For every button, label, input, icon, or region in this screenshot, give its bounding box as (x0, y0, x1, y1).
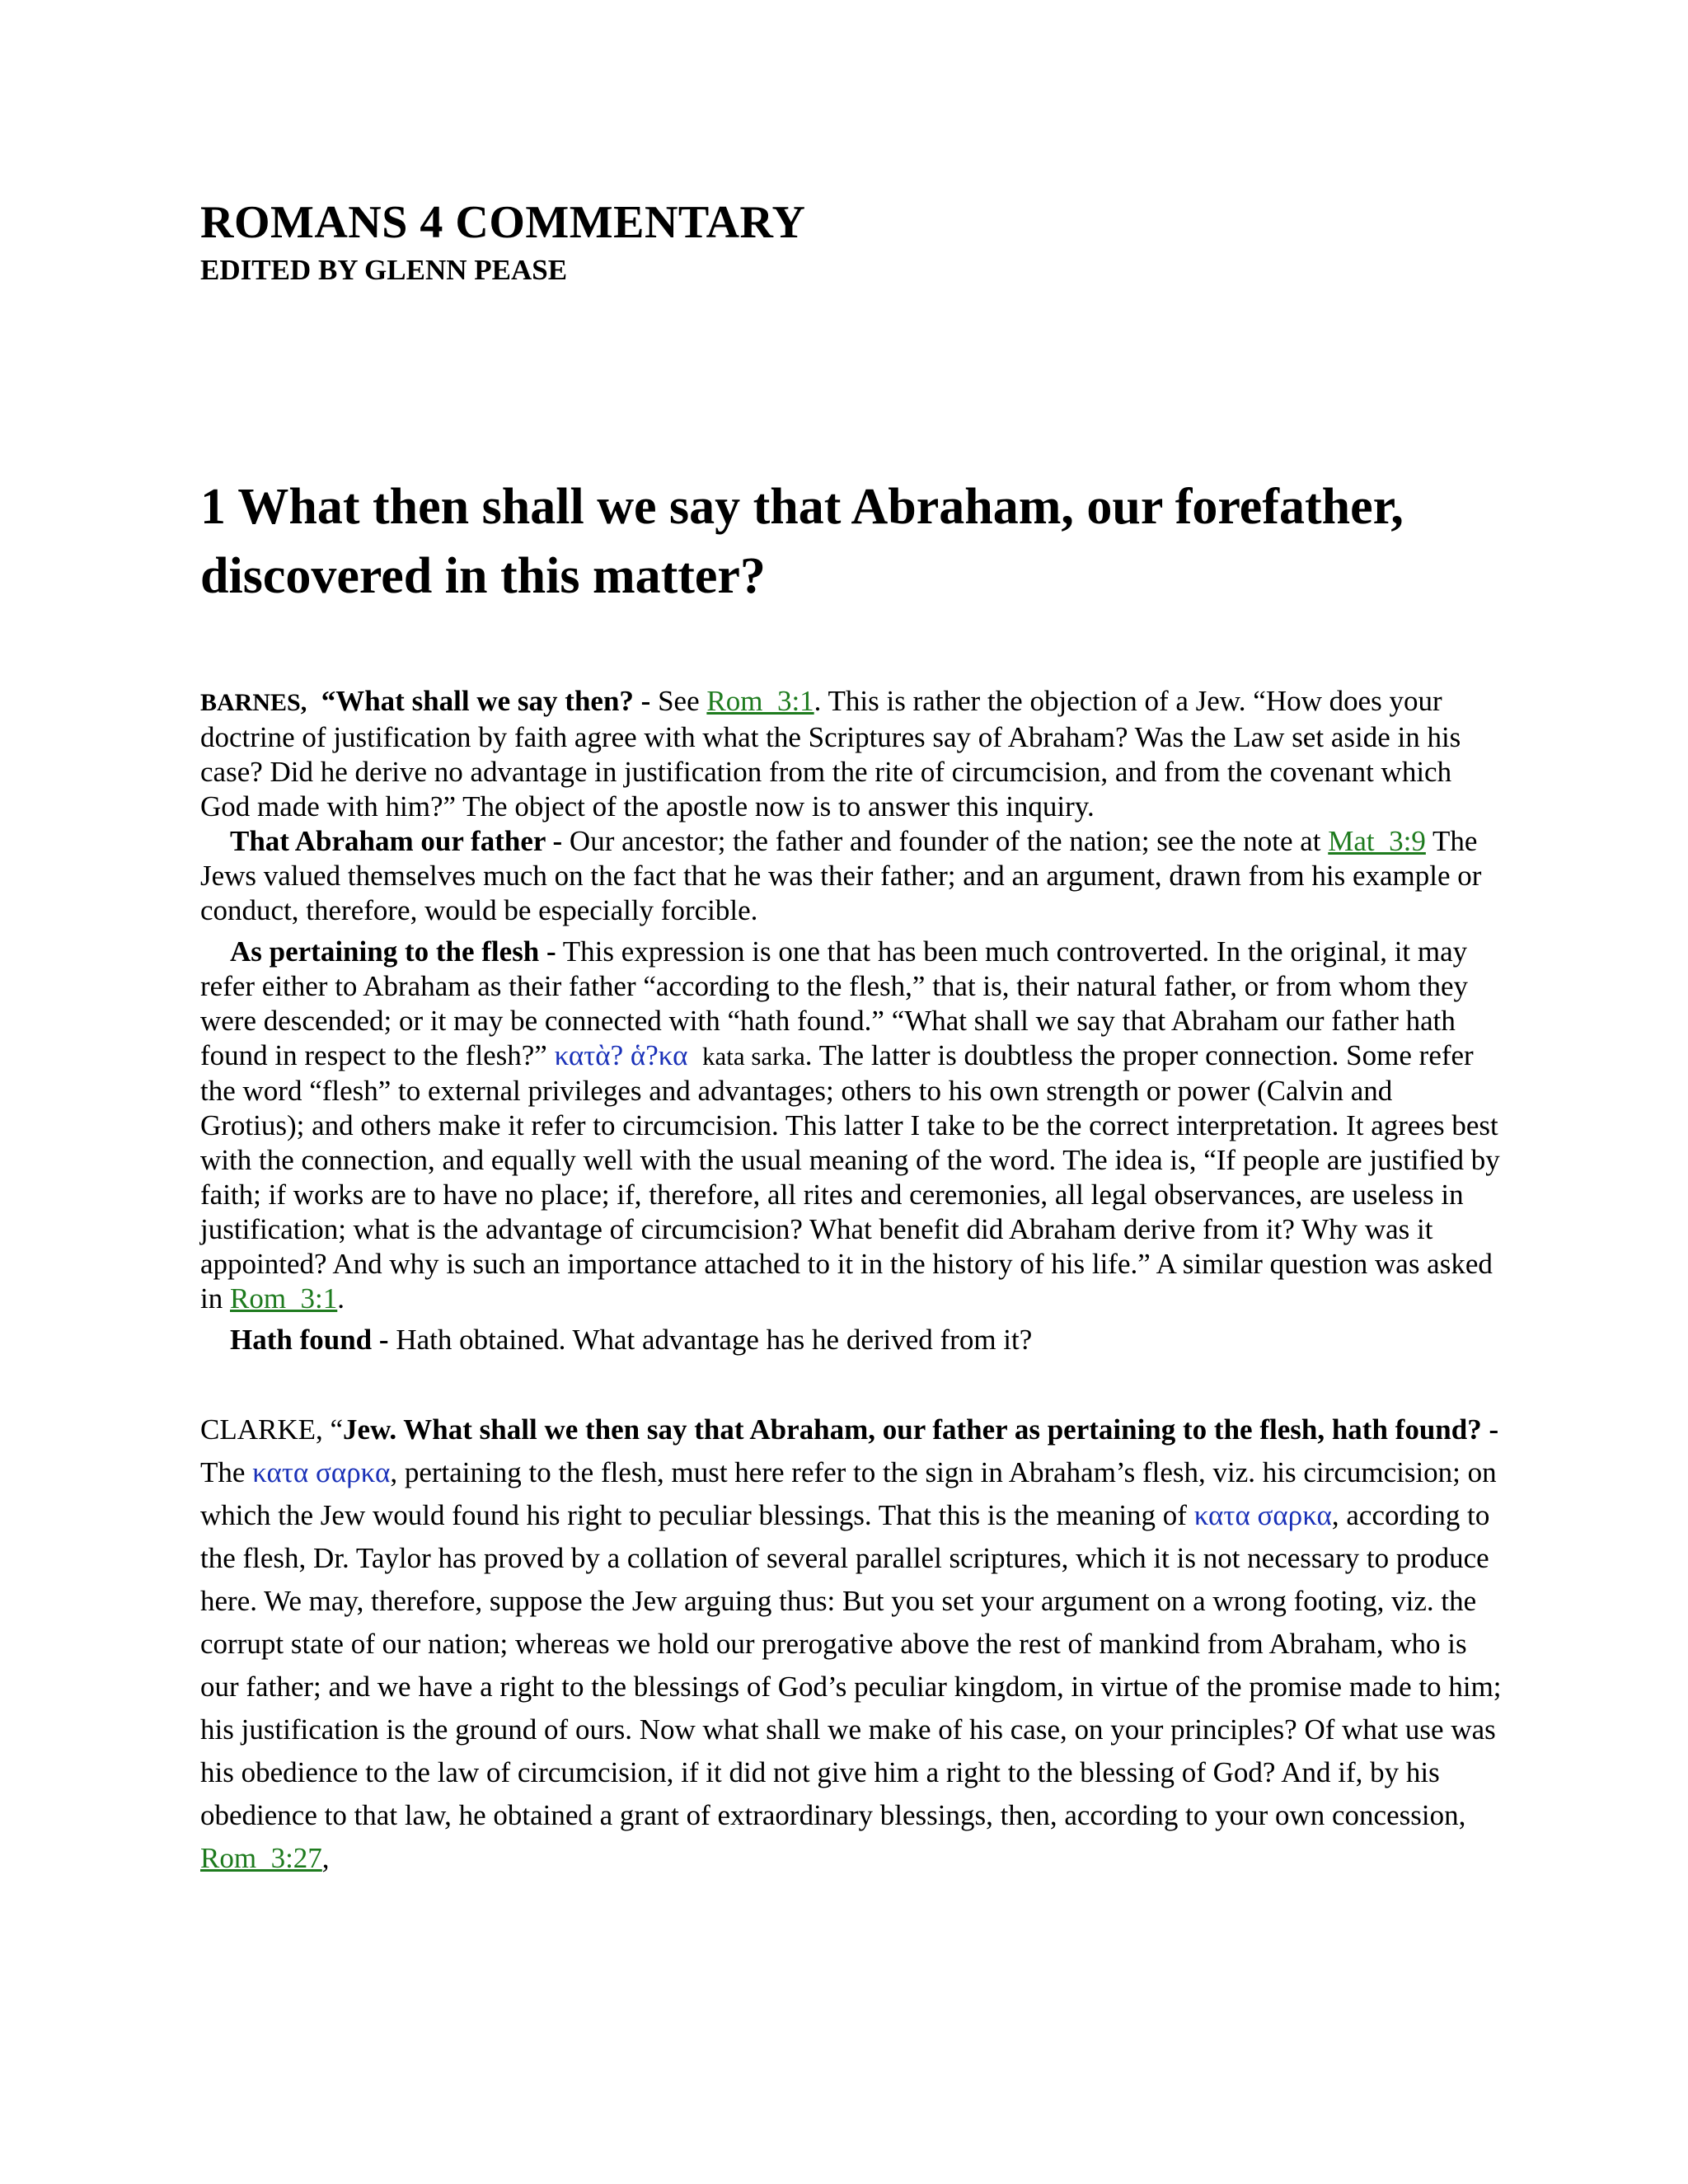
barnes-paragraph-4 (200, 1323, 1503, 1357)
term-heading: That Abraham our father - (230, 825, 563, 857)
paragraph-text: . The latter is doubtless the proper connection. Some refer the word “flesh” to external privileges and advantages; others to his own strength or power (Calvin and Grotius); and others make it refer to circumcision. This latter I take to be the correct interpretation. It agrees best with the connection, and equally well with the usual meaning of the word. The idea is, “If people are justified by faith; if works are to have no place; if, therefore, all rites and ceremonies, all legal observances, are useless in justification; what is the advantage of circumcision? What benefit did Abraham derive from it? Why was it appointed? And why is such an importance attached to it in the history of his life.” A similar question was asked in (200, 1039, 1500, 1315)
paragraph-text: See (650, 685, 707, 717)
barnes-paragraph-3 (200, 935, 1503, 1316)
paragraph-text: . (337, 1282, 345, 1315)
paragraph-text: The Jews valued themselves much on the fact that he was their father; and an argument, drawn from his example or conduct, therefore, would be especially forcible. (200, 825, 1482, 926)
term-heading: “What shall we say then? - (321, 685, 651, 717)
document-title: ROMANS 4 COMMENTARY (200, 197, 806, 248)
scripture-link[interactable]: Rom_3:27 (200, 1842, 322, 1874)
clarke-paragraph (200, 1408, 1503, 1880)
source-label-barnes: BARNES, (200, 689, 307, 716)
scripture-link[interactable]: Rom_3:1 (706, 685, 814, 717)
barnes-paragraph-1 (200, 684, 1503, 824)
paragraph-text: Hath obtained. What advantage has he derived from it? (388, 1324, 1033, 1356)
paragraph-text: , (321, 1842, 330, 1874)
paragraph-text: , according to the flesh, Dr. Taylor has proved by a collation of several parallel scriptures, which it is not necessary to produce here. We may, therefore, suppose the Jew arguing thus: But you set your argument on a wrong footing, viz. the corrupt state of our nation; whereas we hold our prerogative above the rest of mankind from Abraham, who is our father; and we have a right to the blessings of God’s peculiar kingdom, in virtue of the promise made to him; his justification is the ground of ours. Now what shall we make of his case, on your principles? Of what use was his obedience to the law of circumcision, if it did not give him a right to the blessing of God? And if, by his obedience to that law, he obtained a grant of extraordinary blessings, then, according to your own concession, (200, 1499, 1502, 1831)
term-heading: As pertaining to the flesh - (230, 935, 556, 968)
greek-text: κατὰ? ἁ?κα (554, 1039, 688, 1071)
term-heading: Jew. What shall we then say that Abraham, our father as pertaining to the flesh, hath found? - (343, 1413, 1499, 1446)
paragraph-text: This expression is one that has been much controverted. In the original, it may refer either to Abraham as their father “according to the flesh,” that is, their natural father, or from whom they were descended; or it may be connected with “hath found.” “What shall we say that Abraham our father hath found in respect to the flesh?” (200, 935, 1468, 1071)
document-page (200, 197, 1503, 1874)
source-label-clarke: CLARKE, “ (200, 1413, 344, 1446)
transliteration-text: kata sarka (701, 1042, 805, 1071)
verse-heading: 1 What then shall we say that Abraham, our forefather, discovered in this matter? (200, 479, 1404, 604)
greek-text: κατα σαρκα (1193, 1499, 1332, 1531)
commentary-body (200, 684, 1503, 1880)
paragraph-text: Our ancestor; the father and founder of the nation; see the note at (562, 825, 1329, 857)
paragraph-text: , pertaining to the flesh, must here refer to the sign in Abraham’s flesh, viz. his circumcision; on which the Jew would found his right to peculiar blessings. That this is the meaning of (200, 1456, 1497, 1531)
section-spacer (200, 1357, 1503, 1408)
barnes-paragraph-2 (200, 824, 1503, 928)
greek-text: κατα σαρκα (252, 1456, 391, 1488)
term-heading: Hath found - (230, 1324, 389, 1356)
document-subtitle: EDITED BY GLENN PEASE (200, 253, 568, 286)
paragraph-text: The (200, 1456, 253, 1488)
paragraph-text: . This is rather the objection of a Jew. “How does your doctrine of justification by faith agree with what the Scriptures say of Abraham? Was the Law set aside in his case? Did he derive no advantage in justification from the rite of circumcision, and from the covenant which God made with him?” The object of the apostle now is to answer this inquiry. (200, 685, 1461, 823)
scripture-link[interactable]: Rom_3:1 (229, 1282, 338, 1315)
scripture-link[interactable]: Mat_3:9 (1328, 825, 1426, 857)
